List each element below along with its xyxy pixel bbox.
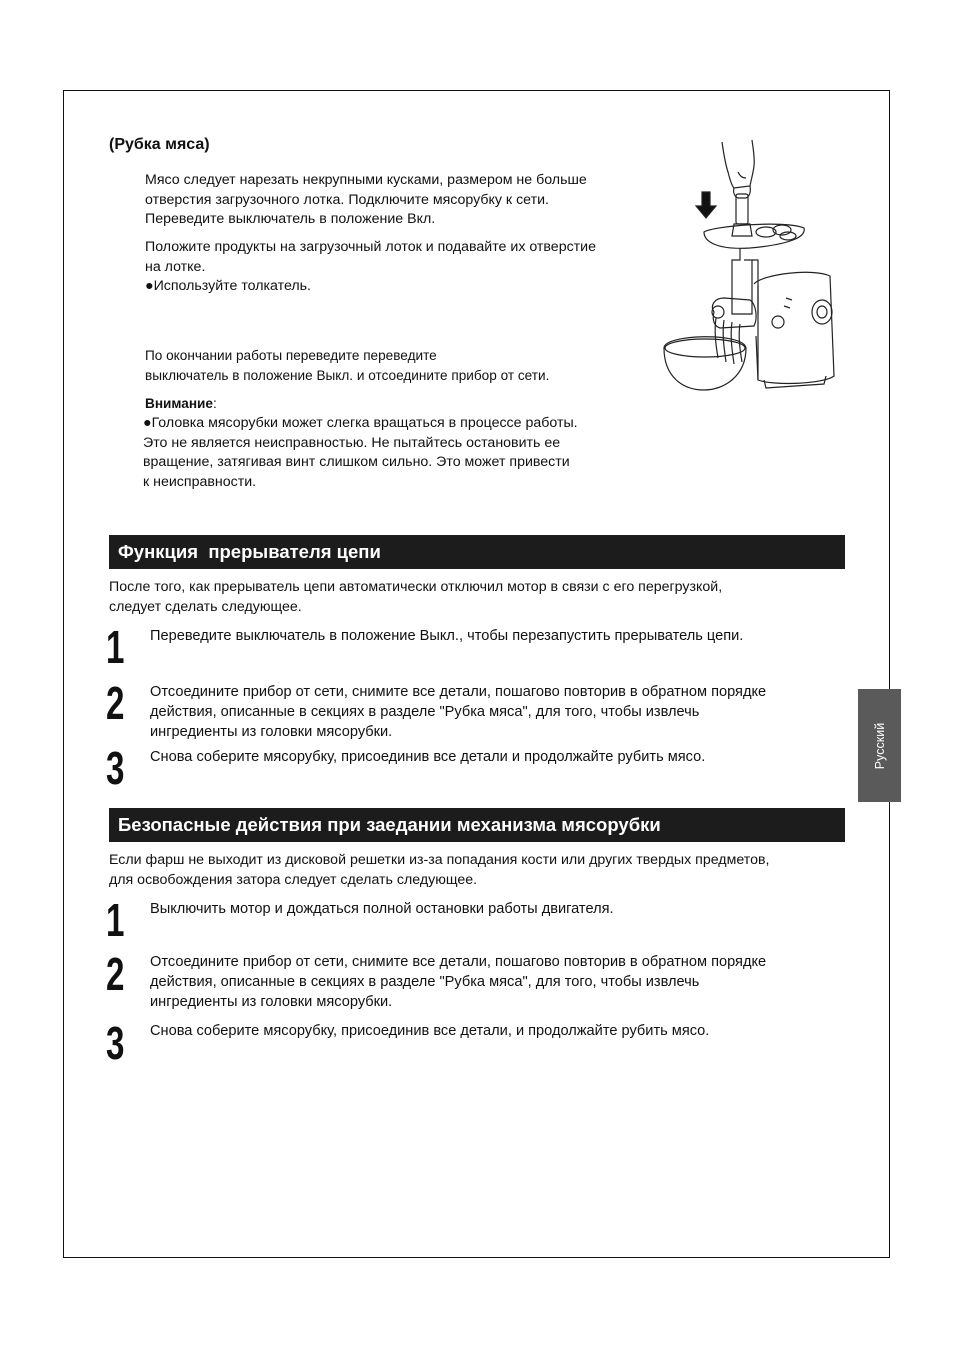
step-text: Переведите выключатель в положение Выкл., чтобы перезапустить прерыватель цепи. xyxy=(150,628,744,644)
step-number: 2 xyxy=(106,948,125,1000)
section-title-circuit-breaker: Функция прерывателя цепи xyxy=(109,535,845,569)
instruction-paragraph-1: Мясо следует нарезать некрупными кусками, размером не больше отверстия загрузочного лотка. Подключите мясорубку к сети. Переведите выключатель в положение Вкл. xyxy=(145,172,587,227)
step-text: Отсоедините прибор от сети, снимите все детали, пошагово повторив в обратном порядке действия, описанные в секциях в разделе "Рубка мяса", для того, чтобы извлечь ингредиенты из головки мясорубки. xyxy=(150,684,767,740)
step-number: 3 xyxy=(106,1017,125,1069)
attention-colon: : xyxy=(212,396,217,411)
section-subheading: (Рубка мяса) xyxy=(109,136,210,153)
step-text: Снова соберите мясорубку, присоединив все детали и продолжайте рубить мясо. xyxy=(150,749,706,765)
section-title-jam-safety: Безопасные действия при заедании механизма мясорубки xyxy=(109,808,845,842)
language-tab-label: Русский xyxy=(872,722,887,769)
attention-text: ●Головка мясорубки может слегка вращаться в процессе работы. Это не является неисправностью. Не пытайтесь остановить ее вращение, затягивая винт слишком сильно. Это может привести к неисправности. xyxy=(143,415,578,490)
language-tab xyxy=(858,689,901,802)
step-number: 1 xyxy=(106,621,125,673)
attention-note xyxy=(145,394,217,413)
instruction-paragraph-2: Положите продукты на загрузочный лоток и подавайте их отверстие на лотке. ●Используйте толкатель. xyxy=(145,239,596,294)
step-text: Снова соберите мясорубку, присоединив все детали, и продолжайте рубить мясо. xyxy=(150,1023,710,1039)
jam-safety-intro: Если фарш не выходит из дисковой решетки из-за попадания кости или других твердых предметов, для освобождения затора следует сделать следующее. xyxy=(109,852,770,888)
step-text: Отсоедините прибор от сети, снимите все детали, пошагово повторив в обратном порядке действия, описанные в секциях в разделе "Рубка мяса", для того, чтобы извлечь ингредиенты из головки мясорубки. xyxy=(150,954,767,1010)
step-text: Выключить мотор и дождаться полной остановки работы двигателя. xyxy=(150,901,614,917)
step-number: 3 xyxy=(106,742,125,794)
circuit-breaker-intro: После того, как прерыватель цепи автоматически отключил мотор в связи с его перегрузкой, следует сделать следующее. xyxy=(109,579,723,615)
meat-grinder-illustration xyxy=(654,136,854,396)
attention-label: Внимание xyxy=(145,396,213,411)
step-number: 2 xyxy=(106,677,125,729)
instruction-paragraph-3: По окончании работы переведите переведите выключатель в положение Выкл. и отсоедините прибор от сети. xyxy=(145,348,550,383)
step-number: 1 xyxy=(106,894,125,946)
